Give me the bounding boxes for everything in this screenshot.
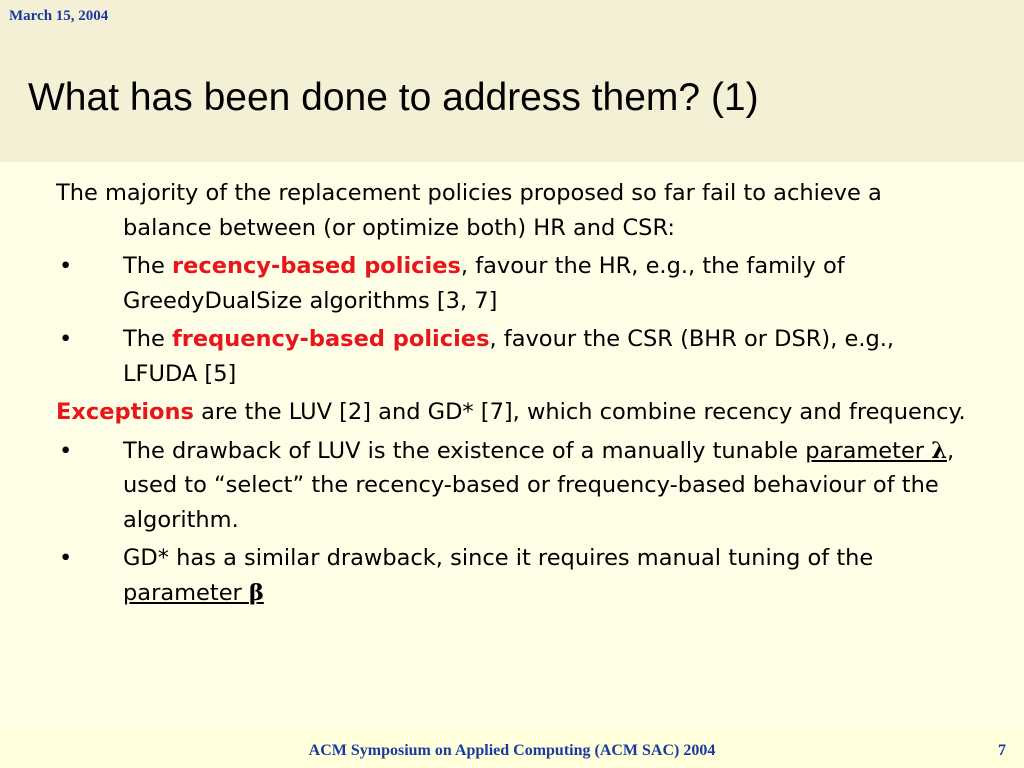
footer-conference: ACM Symposium on Applied Computing (ACM SAC) 2004 xyxy=(308,742,716,759)
bullet-text-post: , favour the CSR (BHR or DSR), e.g., LFUDA [5] xyxy=(123,326,895,387)
slide-body xyxy=(56,176,971,614)
page-number: 7 xyxy=(998,742,1006,759)
exceptions-highlight: Exceptions xyxy=(56,399,194,425)
bullet-text-post: , favour the HR, e.g., the family of GreedyDualSize algorithms [3, 7] xyxy=(123,253,845,314)
bullet-marker: • xyxy=(59,545,73,571)
bullet-text-pre: The xyxy=(123,253,172,279)
parameter-label: parameter xyxy=(123,579,249,606)
bullet-frequency xyxy=(56,322,971,391)
bullet-marker: • xyxy=(59,253,73,279)
slide-date: March 15, 2004 xyxy=(9,8,109,24)
beta-symbol: β xyxy=(248,579,264,606)
header-band xyxy=(0,0,1024,162)
slide-title: What has been done to address them? (1) xyxy=(28,76,759,119)
bullet-text-post: , used to “select” the recency-based or frequency-based behaviour of the algorithm. xyxy=(123,437,955,533)
bullet-marker: • xyxy=(59,437,73,464)
recency-highlight: recency-based policies xyxy=(172,253,461,279)
parameter-lambda xyxy=(805,438,947,464)
parameter-beta xyxy=(123,580,264,606)
bullet-text-pre: The drawback of LUV is the existence of a manually tunable xyxy=(123,437,806,464)
bullet-marker: • xyxy=(59,326,73,352)
bullet-luv-drawback xyxy=(56,434,971,538)
bullet-gd-drawback xyxy=(56,541,971,610)
parameter-label: parameter xyxy=(805,437,932,464)
intro-paragraph: The majority of the replacement policies proposed so far fail to achieve a balance between (or optimize both) HR and CSR: xyxy=(56,180,882,241)
exceptions-paragraph xyxy=(56,395,971,430)
exceptions-text: are the LUV [2] and GD* [7], which combine recency and frequency. xyxy=(193,399,966,425)
bullet-recency xyxy=(56,249,971,318)
lambda-symbol: λ xyxy=(931,437,947,464)
bullet-text-pre: GD* has a similar drawback, since it requires manual tuning of the xyxy=(123,545,874,571)
bullet-text-pre: The xyxy=(123,326,172,352)
frequency-highlight: frequency-based policies xyxy=(172,326,490,352)
